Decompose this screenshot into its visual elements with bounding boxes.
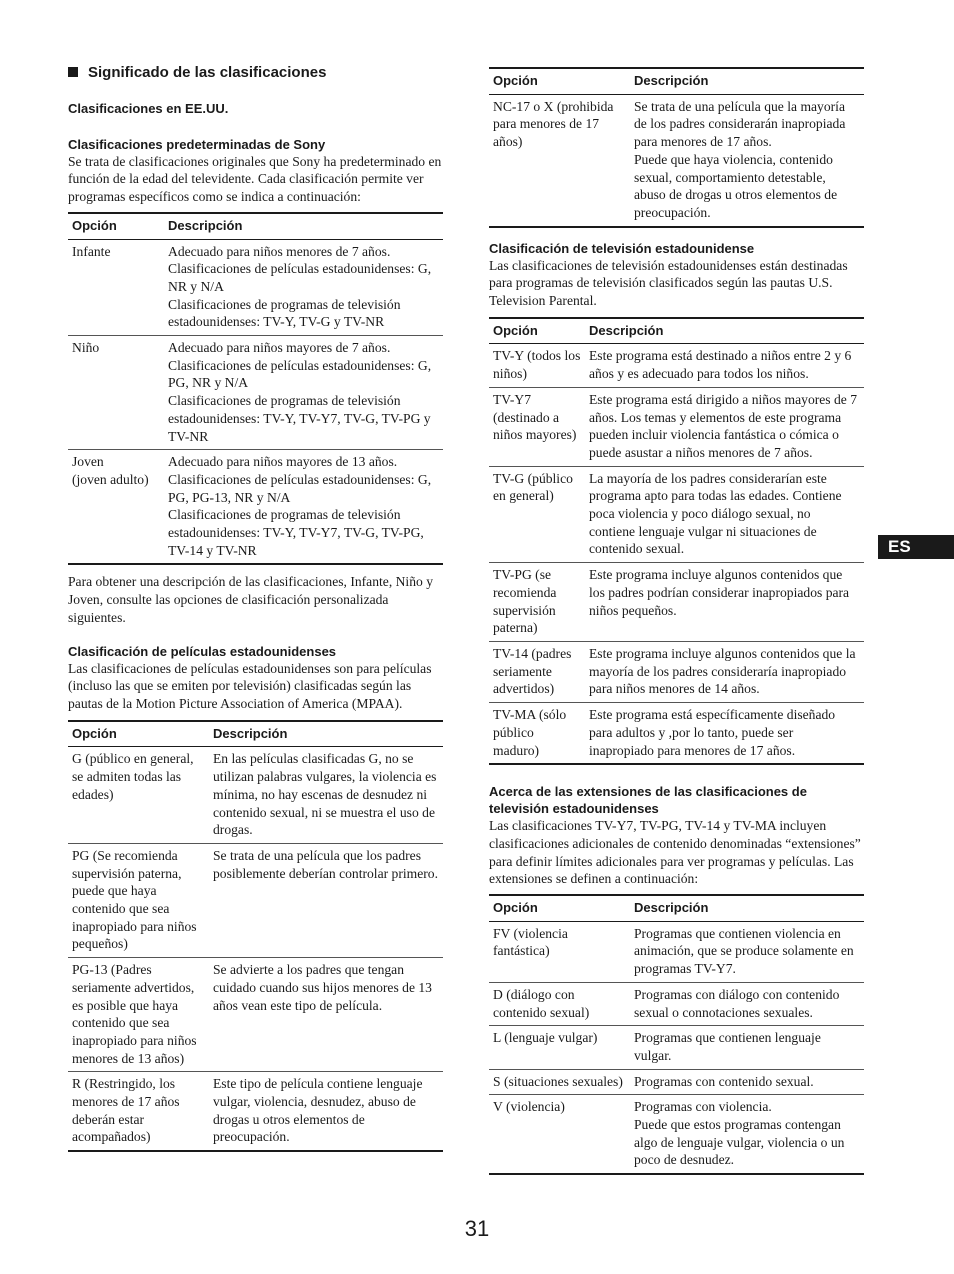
description-cell: Programas con contenido sexual. [630, 1069, 864, 1095]
table-row [489, 387, 864, 466]
description-cell: Este programa está específicamente diseñado para adultos y ,por lo tanto, puede ser inapropiado para menores de 17 años. [585, 703, 864, 765]
description-cell: Este tipo de película contiene lenguaje vulgar, violencia, desnudez, abuso de drogas u otros elementos de preocupación. [209, 1072, 443, 1151]
table-row [489, 982, 864, 1025]
description-cell: En las películas clasificadas G, no se utilizan palabras vulgares, la violencia es mínima, no hay escenas de desnudez ni contenido sexual, ni se muestra el uso de drogas. [213, 751, 437, 838]
extensions-table [489, 894, 864, 1175]
extensions-text: Las clasificaciones TV-Y7, TV-PG, TV-14 y TV-MA incluyen clasificaciones adicionales de contenido denominadas “extensiones” para definir límites adicionales para ver programas y películas. Las extensiones se definen a continuación: [489, 818, 861, 887]
table-row [489, 1069, 864, 1095]
table-row [489, 344, 864, 387]
section-title-text: Significado de las clasificaciones [88, 64, 327, 81]
table-header-row [68, 213, 443, 239]
language-tab: ES [878, 535, 954, 559]
option-cell: Joven (joven adulto) [68, 450, 164, 565]
description-cell: Este programa incluye algunos contenidos que la mayoría de los padres consideraría inapropiado para niños menores de 14 años. [585, 641, 864, 702]
column-header-description: Descripción [164, 213, 443, 239]
option-cell: PG-13 (Padres seriamente advertidos, es posible que haya contenido que sea inapropiado para niños menores de 13 años) [68, 958, 209, 1072]
table-row [489, 94, 864, 226]
description-cell: Se advierte a los padres que tengan cuidado cuando sus hijos menores de 13 años vean este tipo de película. [209, 958, 443, 1072]
option-cell: L (lenguaje vulgar) [489, 1026, 630, 1069]
column-header-option: Opción [68, 721, 209, 747]
option-cell: TV-Y (todos los niños) [493, 348, 581, 382]
option-cell: FV (violencia fantástica) [493, 925, 568, 959]
option-cell: TV-MA (sólo público maduro) [489, 703, 585, 765]
description-cell: Adecuado para niños mayores de 7 años. Clasificaciones de películas estadounidenses: G, PG, NR y N/A Clasificaciones de programas de televisión estadounidenses: TV-Y, TV-Y7, TV-G, TV-PG y TV-NR [164, 336, 443, 450]
description-cell: Este programa incluye algunos contenidos que los padres podrían considerar inapropiados para niños pequeños. [585, 563, 864, 642]
option-cell: TV-PG (se recomienda supervisión paterna) [489, 563, 585, 642]
column-header-description: Descripción [630, 68, 864, 94]
sony-ratings-heading: Clasificaciones predeterminadas de Sony [68, 136, 326, 152]
table-row [489, 1095, 864, 1174]
option-cell: S (situaciones sexuales) [489, 1069, 630, 1095]
table-header-row [489, 895, 864, 921]
tv-ratings-heading: Clasificación de televisión estadounidense [489, 240, 755, 256]
left-column [68, 64, 443, 1152]
table-row [68, 336, 443, 450]
option-cell: NC-17 o X (prohibida para menores de 17 años) [493, 98, 614, 150]
description-cell: Programas con violencia. Puede que estos programas contengan algo de lenguaje vulgar, violencia o un poco de desnudez. [630, 1095, 864, 1174]
sony-ratings-text: Se trata de clasificaciones originales que Sony ha predeterminado en función de la edad del televidente. Cada clasificación permite ver programas específicos como se indica a continuación: [68, 153, 442, 205]
column-header-description: Descripción [630, 895, 864, 921]
table-header-row [489, 68, 864, 94]
table-row [68, 1072, 443, 1151]
table-row [489, 921, 864, 982]
table-header-row [489, 318, 864, 344]
option-cell: TV-14 (padres seriamente advertidos) [489, 641, 585, 702]
square-bullet-icon [68, 67, 78, 77]
table-row [68, 450, 443, 565]
description-cell: Este programa está destinado a niños entre 2 y 6 años y es adecuado para todos los niños. [589, 348, 852, 382]
option-cell: V (violencia) [489, 1095, 630, 1174]
table-row [68, 958, 443, 1072]
description-cell: Se trata de una película que la mayoría de los padres considerarán inapropiada para menores de 17 años. Puede que haya violencia, contenido sexual, comportamiento detestable, abuso de drogas u otros elementos de preocupación. [634, 98, 846, 220]
table-row [489, 563, 864, 642]
description-cell: Adecuado para niños mayores de 13 años. Clasificaciones de películas estadounidenses: G, PG, PG-13, NR y N/A Clasificaciones de programas de televisión estadounidenses: TV-Y, TV-Y7, TV-G, TV-PG, TV-14 y TV-NR [164, 450, 443, 565]
column-header-option: Opción [68, 213, 164, 239]
description-cell: Programas con diálogo con contenido sexual o connotaciones sexuales. [630, 982, 864, 1025]
option-cell: R (Restringido, los menores de 17 años deberán estar acompañados) [68, 1072, 209, 1151]
table-row [489, 641, 864, 702]
description-cell: La mayoría de los padres considerarían este programa apto para todas las edades. Contiene poca violencia y poco diálogo sexual, no contiene lenguaje vulgar ni situaciones de contenido sexual. [585, 466, 864, 563]
table-row [68, 843, 443, 957]
tv-ratings-table [489, 317, 864, 765]
extensions-heading: Acerca de las extensiones de las clasificaciones de televisión estadounidenses [489, 784, 807, 817]
column-header-description: Descripción [209, 721, 443, 747]
movie-ratings-heading: Clasificación de películas estadounidenses [68, 643, 337, 659]
column-header-description: Descripción [585, 318, 864, 344]
description-cell: Programas que contienen violencia en animación, que se produce solamente en programas TV-Y7. [634, 925, 854, 977]
option-cell: Infante [72, 243, 111, 259]
column-header-option: Opción [489, 895, 630, 921]
option-cell: Niño [68, 336, 164, 450]
table-row [68, 239, 443, 336]
page-number: 31 [464, 1216, 490, 1241]
column-header-option: Opción [489, 318, 585, 344]
table-row [489, 703, 864, 765]
table-row [68, 747, 443, 844]
option-cell: G (público en general, se admiten todas las edades) [72, 751, 194, 802]
description-cell: Adecuado para niños menores de 7 años. Clasificaciones de películas estadounidenses: G, NR y N/A Clasificaciones de programas de televisión estadounidenses: TV-Y, TV-G y TV-NR [168, 243, 432, 330]
tv-ratings-text: Las clasificaciones de televisión estadounidenses están destinadas para programas de televisión clasificados según las pautas U.S. Television Parental. [489, 257, 848, 309]
column-header-option: Opción [489, 68, 630, 94]
table-row [489, 466, 864, 563]
option-cell: TV-Y7 (destinado a niños mayores) [489, 387, 585, 466]
movie-ratings-table-continued [489, 67, 864, 228]
table-header-row [68, 721, 443, 747]
description-cell: Este programa está dirigido a niños mayores de 7 años. Los temas y elementos de este programa pueden incluir violencia fantástica o cómica o puede asustar a niños menores de 7 años. [585, 387, 864, 466]
option-cell: TV-G (público en general) [489, 466, 585, 563]
sony-ratings-note: Para obtener una descripción de las clasificaciones, Infante, Niño y Joven, consulte las opciones de clasificación personalizada siguientes. [68, 574, 434, 625]
movie-ratings-table [68, 720, 443, 1152]
table-row [489, 1026, 864, 1069]
option-cell: PG (Se recomienda supervisión paterna, puede que haya contenido que sea inapropiado para niños pequeños) [68, 843, 209, 957]
description-cell: Se trata de una película que los padres posiblemente deberían controlar primero. [209, 843, 443, 957]
right-column [489, 67, 864, 1175]
description-cell: Programas que contienen lenguaje vulgar. [630, 1026, 864, 1069]
us-ratings-heading: Clasificaciones en EE.UU. [68, 100, 229, 116]
sony-ratings-table [68, 212, 443, 566]
option-cell: D (diálogo con contenido sexual) [489, 982, 630, 1025]
movie-ratings-text: Las clasificaciones de películas estadounidenses son para películas (incluso las que se emiten por televisión) clasificadas según las pautas de la Motion Picture Association of America (MPAA). [68, 660, 432, 711]
section-title [68, 64, 443, 82]
